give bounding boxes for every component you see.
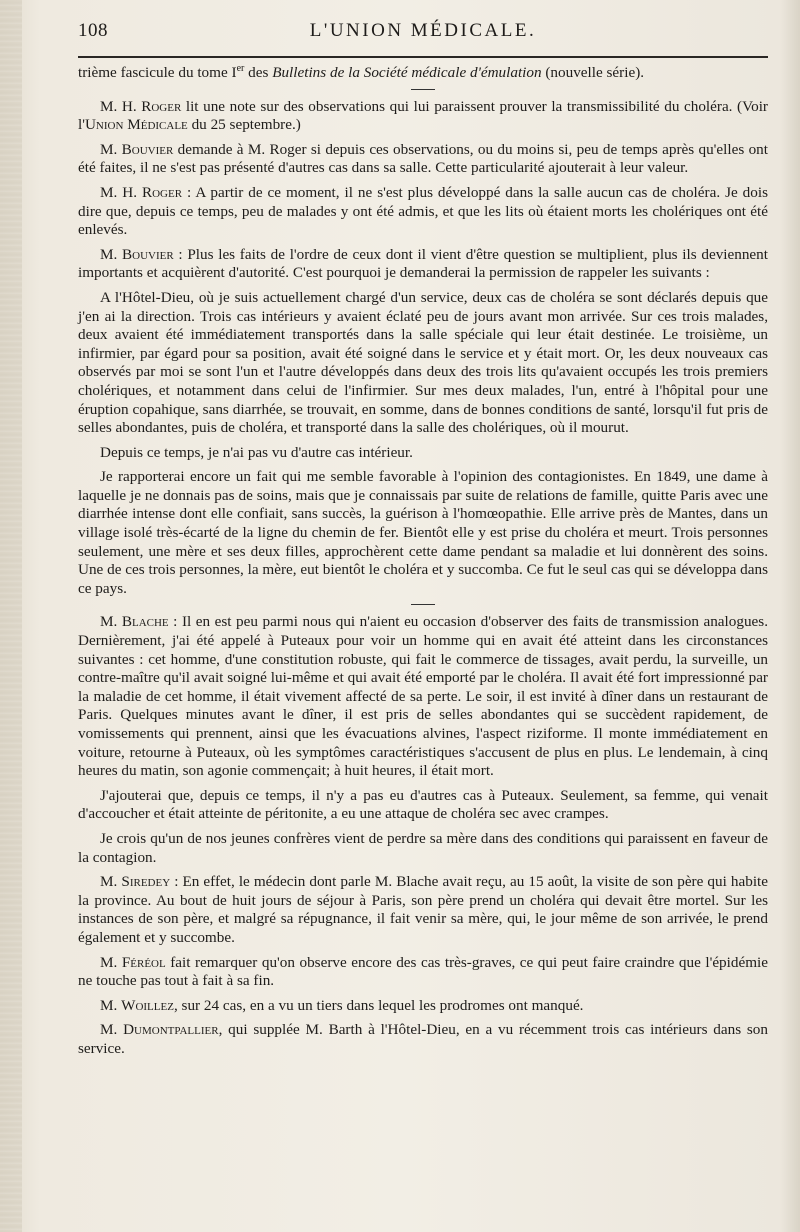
italic-title: Bulletins de la Société médicale d'émulation <box>272 64 542 81</box>
speaker-name: Blache <box>121 613 169 631</box>
paragraph-siredey <box>78 873 768 947</box>
speaker-name: Féréol <box>121 953 166 971</box>
paragraph-text: : En effet, le médecin dont parle M. Blache avait reçu, au 15 août, la visite de son père qui habite la province. Au bout de huit jours de séjour à Paris, son père prend un choléra qui devait être mortel. Sur les instances de son père, et malgré sa répugnance, il fait venir sa mère, qui, le jour même de son arrivée, le prend également et y succombe. <box>78 873 768 946</box>
paragraph-text: , sur 24 cas, en a vu un tiers dans lequel les prodromes ont manqué. <box>173 996 584 1014</box>
speaker-name: Woillez <box>121 996 174 1014</box>
paragraph-text: : A partir de ce moment, il ne s'est plus développé dans la salle aucun cas de choléra. Je dois dire que, depuis ce temps, peu de malades y ont été admis, et que les lits où étaient morts les cholériques ont été enlevés. <box>78 183 768 239</box>
page-body <box>78 64 768 1065</box>
speaker-name: Siredey <box>121 873 171 891</box>
speaker-prefix: M. <box>100 1021 124 1039</box>
speaker-prefix: M. <box>100 613 122 631</box>
speaker-prefix: M. H. <box>100 183 142 201</box>
paragraph-roger-reply <box>78 184 768 240</box>
paragraph-text: , qui supplée M. Barth à l'Hôtel-Dieu, en a vu récemment trois cas intérieurs dans son service. <box>78 1021 768 1057</box>
speaker-prefix: M. <box>100 996 122 1014</box>
paragraph-hotel-dieu: A l'Hôtel-Dieu, où je suis actuellement chargé d'un service, deux cas de choléra se sont déclarés depuis que j'en ai la direction. Trois cas intérieurs y avaient éclaté peu de jours avant mon arrivée. Sur ces trois malades, deux avaient été immédiatement transportés dans la salle spéciale qui leur était destinée. Le troisième, un infirmier, par égard pour sa position, avait été soigné dans le service et y était mort. Or, les deux nouveaux cas observés par moi se sont l'un et l'autre développés dans deux des trois lits qu'avaient occupés les trois premiers cholériques, et notamment dans celui de l'infirmier. Sur mes deux malades, l'un, entré à l'hôpital pour une éruption copahique, sans diarrhée, se trouvait, en somme, dans de bonnes conditions de santé, lorsqu'il fut pris de selles abondantes, puis de choléra, et transporté dans la salle des cholériques, où il mourut. <box>78 288 768 437</box>
text-run: (nouvelle série). <box>541 64 645 81</box>
text-run: des <box>244 64 273 81</box>
header-rule <box>78 56 768 58</box>
paragraph-text: du 25 septembre.) <box>187 116 301 134</box>
paragraph-blache <box>78 613 768 780</box>
paragraph-young-colleague: Je crois qu'un de nos jeunes confrères vient de perdre sa mère dans des conditions qui paraissent en faveur de la contagion. <box>78 829 768 866</box>
speaker-prefix: M. <box>100 140 122 158</box>
speaker-prefix: M. <box>100 873 122 891</box>
page-header <box>78 20 768 50</box>
paragraph-roger-note <box>78 98 768 135</box>
paragraph-text: demande à M. Roger si depuis ces observations, ou du moins si, peu de temps après qu'elles ont été faites, il ne s'est pas présenté d'autres cas dans sa salle. Cette particularité ajouterait à leur valeur. <box>78 140 768 177</box>
page-number: 108 <box>78 20 108 41</box>
paragraph-puteaux: J'ajouterai que, depuis ce temps, il n'y a pas eu d'autres cas à Puteaux. Seulement, sa femme, qui venait d'accoucher et était atteinte de péritonite, a eu une attaque de choléra sec avec crampes. <box>78 786 768 823</box>
speaker-prefix: M. H. <box>100 97 142 115</box>
speaker-name: Roger <box>141 97 182 115</box>
text-run: trième fascicule du tome I <box>78 64 237 81</box>
speaker-name: Bouvier <box>122 245 174 263</box>
paragraph-woillez <box>78 997 768 1016</box>
journal-name: Union Médicale <box>84 116 188 134</box>
running-title: L'UNION MÉDICALE. <box>309 20 537 41</box>
page-binding-edge <box>0 0 22 1232</box>
paragraph-text: : Plus les faits de l'ordre de ceux dont il vient d'être question se multiplient, plus ils deviennent importants et acquièrent d'autorité. C'est pourquoi je demanderai la permission de rappeler les suivants : <box>78 245 768 282</box>
paragraph-1849-case: Je rapporterai encore un fait qui me semble favorable à l'opinion des contagionistes. En 1849, une dame à laquelle je ne donnais pas de soins, mais que je connaissais par suite de relations de famille, quitte Paris avec une diarrhée intense dont elle confiait, sans succès, la guérison à l'homœopathie. Elle arrive près de Mantes, dans un village isolé très-écarté de la ligne du chemin de fer. Bientôt elle y est prise du choléra et meurt. Trois personnes seulement, une mère et ses deux filles, approchèrent cette dame pendant sa maladie et lui donnèrent des soins. Une de ces trois personnes, la mère, eut bientôt le choléra et y succomba. Ce fut le seul cas qui se développa dans ce pays. <box>78 468 768 597</box>
paragraph-dumontpallier <box>78 1021 768 1058</box>
paragraph-text: fait remarquer qu'on observe encore des cas très-graves, ce qui peut faire craindre que l'épidémie ne touche pas tout à fait à sa fin. <box>78 953 768 990</box>
speaker-name: Bouvier <box>121 140 174 158</box>
paragraph-since-then: Depuis ce temps, je n'ai pas vu d'autre cas intérieur. <box>100 443 413 461</box>
paragraph-continuation <box>78 64 768 83</box>
superscript: er <box>236 62 245 74</box>
section-separator <box>411 604 435 605</box>
paragraph-text: lit une note sur des observations qui lui paraissent prouver la transmissibilité du choléra. (Voir l' <box>78 97 768 134</box>
section-separator <box>411 89 435 90</box>
speaker-prefix: M. <box>100 953 122 971</box>
paragraph-bouvier-remarks <box>78 246 768 283</box>
speaker-name: Roger <box>141 183 183 201</box>
speaker-name: Dumontpallier <box>123 1021 219 1039</box>
speaker-prefix: M. <box>100 245 123 263</box>
paragraph-bouvier-question <box>78 141 768 178</box>
paragraph-text: : Il en est peu parmi nous qui n'aient eu occasion d'observer des faits de transmission analogues. Dernièrement, j'ai été appelé à Puteaux pour voir un homme qui en avait été atteint dans les circonstances suivantes : cet homme, d'une constitution robuste, qui fait le commerce de tissages, avait perdu, la surveille, un contre-maître qu'il avait soigné lui-même et qui avait été emporté par le choléra. Il avait été fort impressionné par la maladie de cet homme, il était vivement affecté de sa perte. Le soir, il est invité à dîner dans un restaurant de Paris. Quelques minutes avant le dîner, il est pris de selles abondantes qui se succèdent rapidement, de vomissements qui prennent, ainsi que les évacuations alvines, l'aspect riziforme. Il monte immédiatement en voiture, retourne à Puteaux, où les symptômes caractéristiques s'accusent de plus en plus. Le lendemain, à cinq heures du matin, son agonie commençait; à huit heures, il était mort. <box>78 613 768 780</box>
paragraph-fereol <box>78 954 768 991</box>
